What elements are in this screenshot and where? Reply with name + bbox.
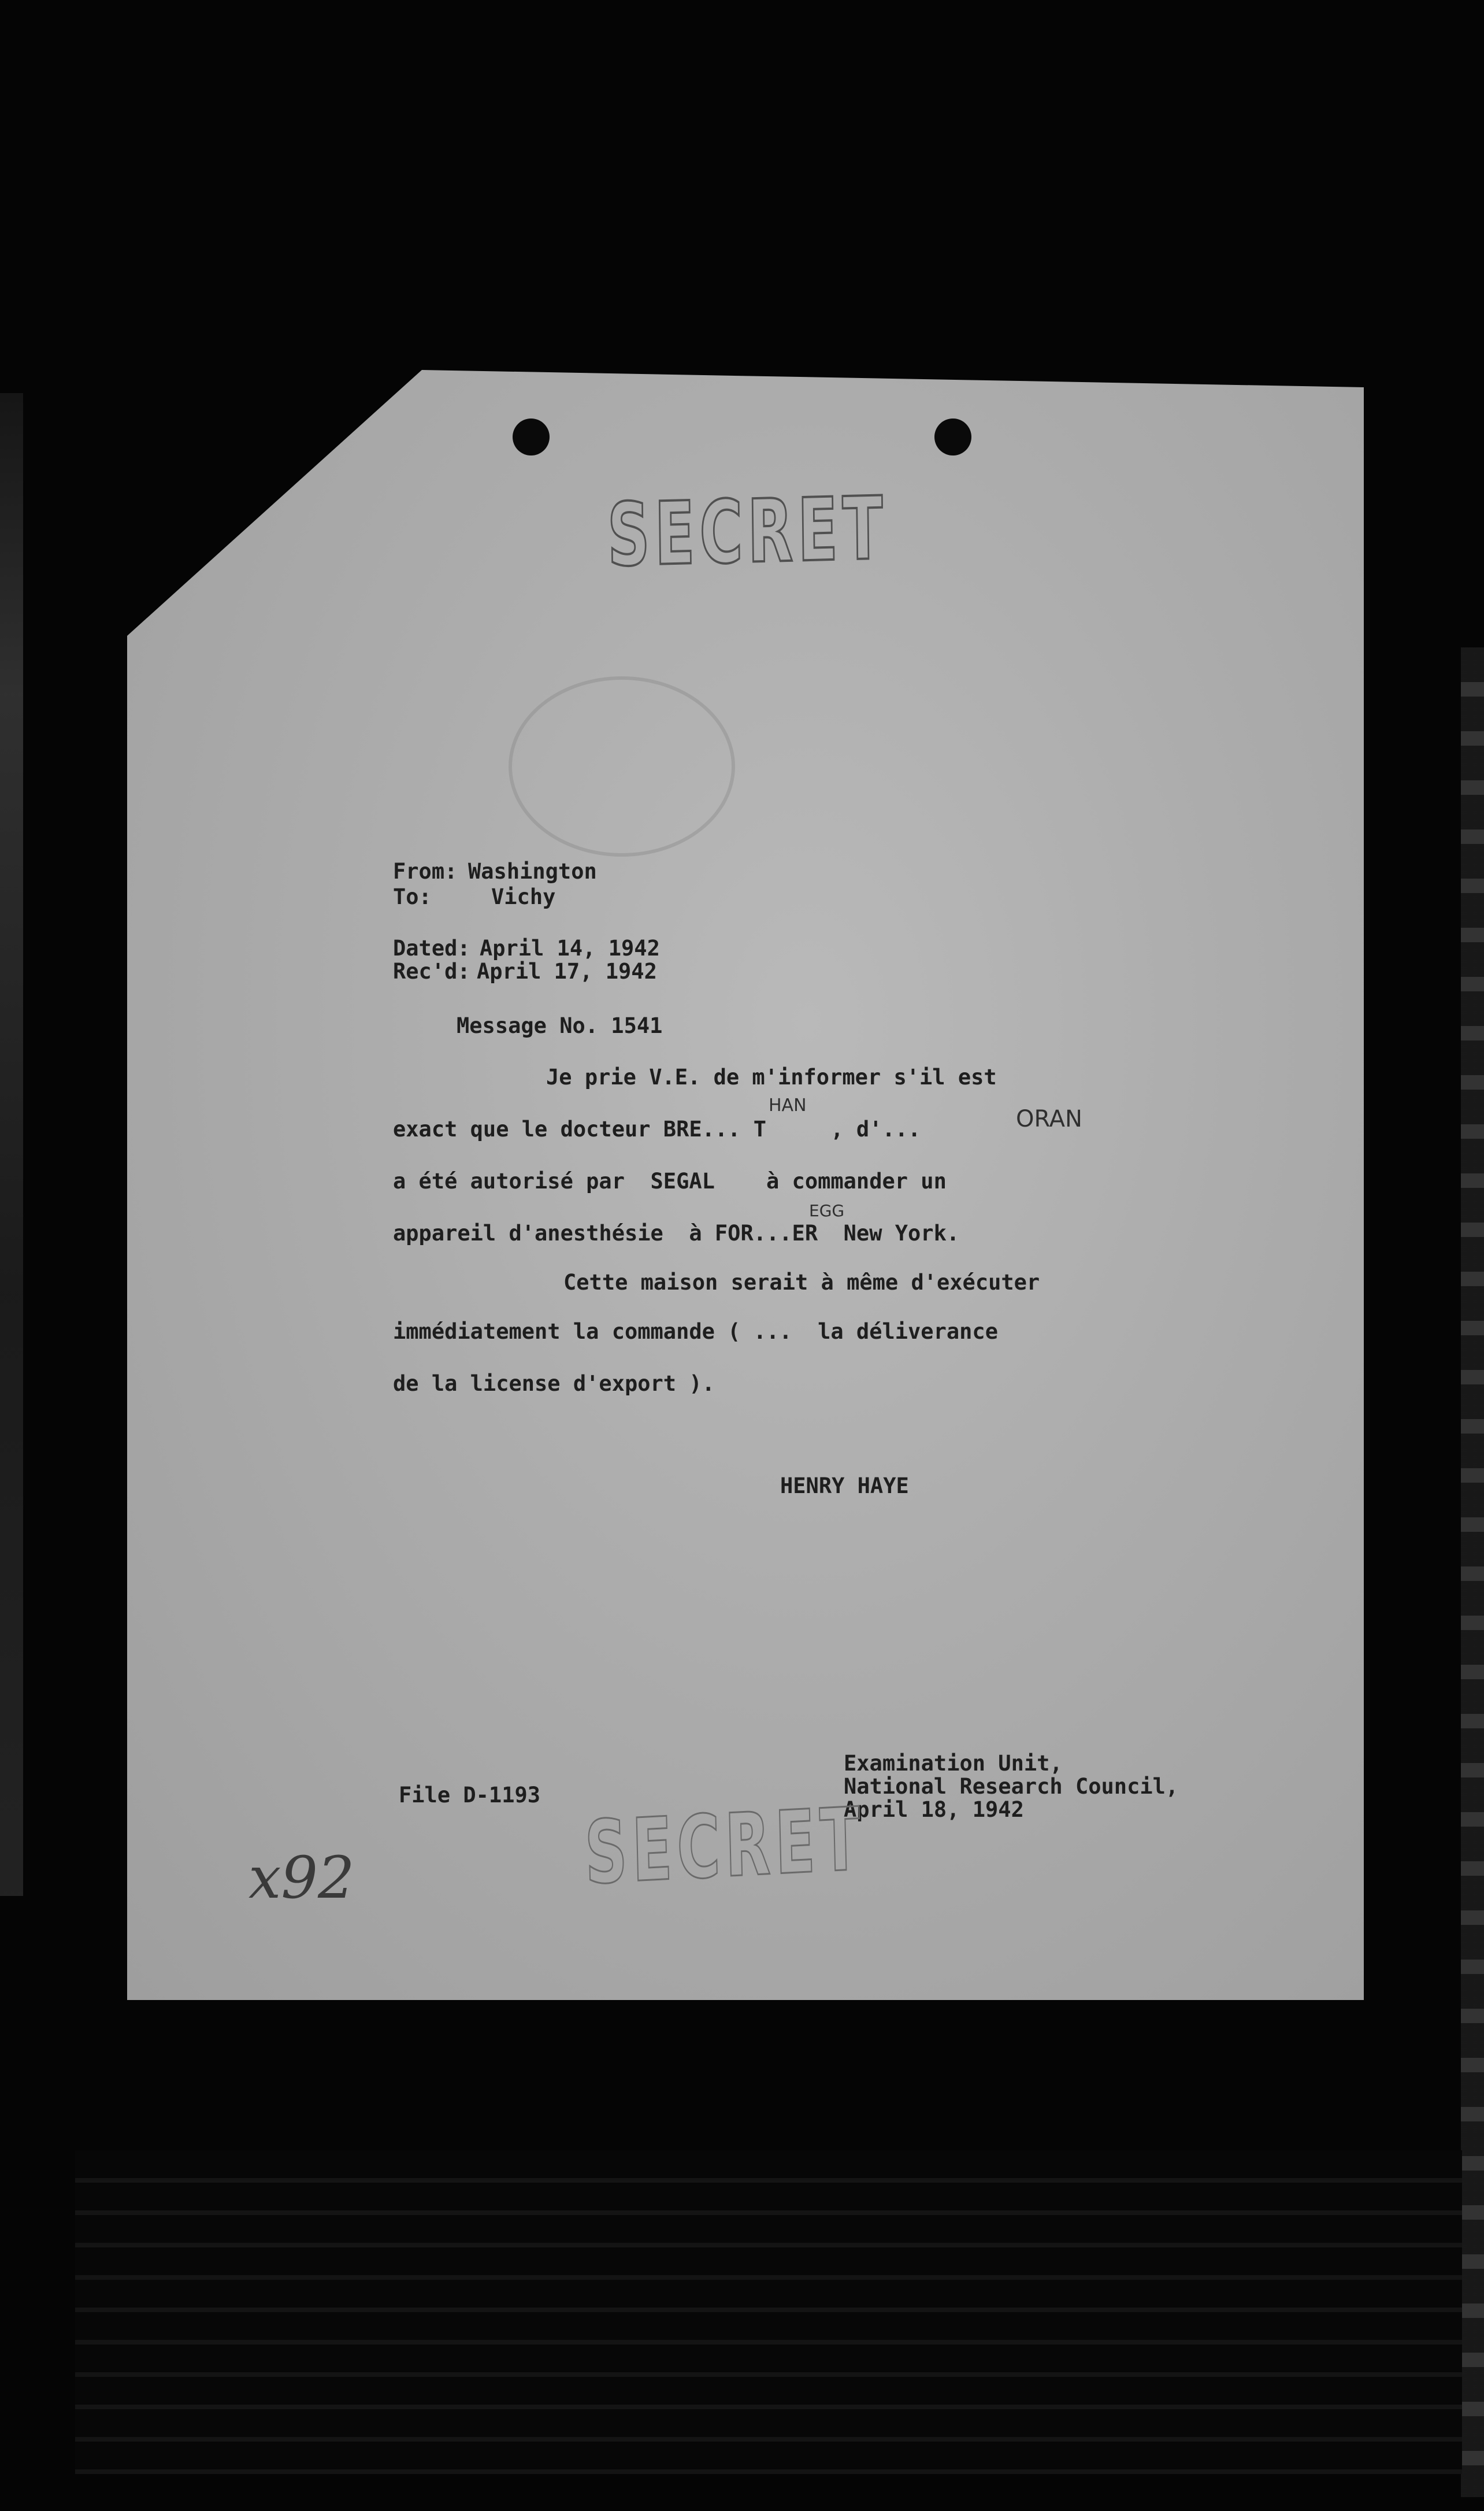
punch-hole-left [513, 418, 550, 455]
faint-bleedthrough-script [156, 948, 176, 1022]
faint-seal-mark [509, 676, 735, 857]
from-value: Washington [468, 859, 597, 884]
body-line-6: immédiatement la commande ( ... la déliverance [393, 1319, 998, 1344]
dated-label: Dated: [393, 936, 470, 961]
from-label: From: [393, 859, 458, 884]
film-border-right [1461, 647, 1484, 2497]
body-line-5: Cette maison serait à même d'exécuter [563, 1270, 1040, 1295]
dated-value: April 14, 1942 [480, 936, 660, 961]
body-line-4: appareil d'anesthésie à FOR...ER New York. [393, 1221, 960, 1246]
file-number: File D-1193 [399, 1783, 541, 1808]
handwritten-egg: EGG [809, 1201, 845, 1220]
body-line-7: de la license d'export ). [393, 1371, 715, 1396]
handwritten-oran: ORAN [1016, 1106, 1082, 1132]
handwritten-han: HAN [769, 1095, 807, 1116]
body-line-1: Je prie V.E. de m'informer s'il est [546, 1065, 997, 1090]
body-line-3: a été autorisé par SEGAL à commander un [393, 1169, 947, 1194]
to-label: To: [393, 884, 432, 909]
unit-line-1: Examination Unit, [844, 1751, 1063, 1776]
recd-value: April 17, 1942 [477, 959, 657, 984]
signature: HENRY HAYE [780, 1473, 909, 1498]
unit-line-2: National Research Council, [844, 1774, 1179, 1799]
recd-label: Rec'd: [393, 959, 470, 984]
secret-stamp-bottom: SECRET [584, 1789, 866, 1904]
secret-stamp-top: SECRET [607, 478, 888, 586]
film-border-bottom [75, 2150, 1462, 2474]
body-line-2: exact que le docteur BRE... T , d'... [393, 1117, 921, 1142]
message-number: Message No. 1541 [457, 1013, 663, 1038]
punch-hole-right [934, 418, 971, 455]
handwritten-margin-note: x92 [248, 1844, 355, 1912]
unit-line-3: April 18, 1942 [844, 1797, 1024, 1822]
film-border-left [0, 393, 23, 1896]
to-value: Vichy [491, 884, 556, 909]
